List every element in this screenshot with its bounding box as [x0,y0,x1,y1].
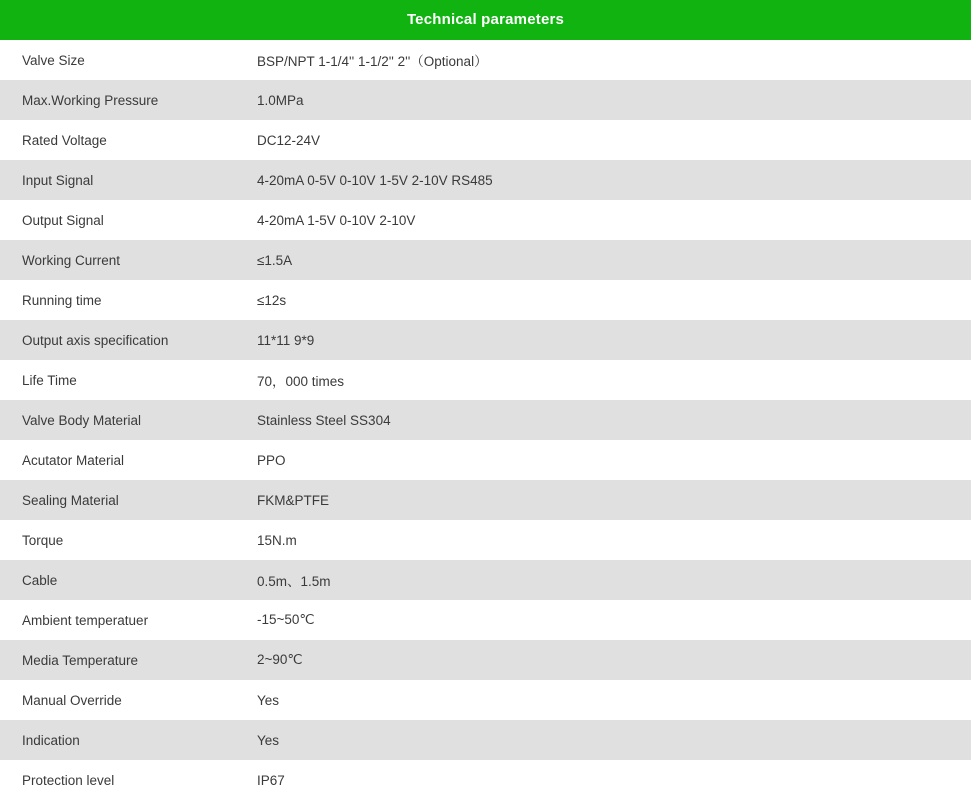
table-title: Technical parameters [0,0,971,40]
parameter-value-text: 15N.m [257,532,297,548]
parameter-label: Indication [0,720,243,760]
parameter-label: Life Time [0,360,243,400]
parameter-label: Valve Size [0,40,243,80]
table-row [0,480,971,520]
table-header-row [0,0,971,40]
table-row [0,640,971,680]
parameter-value [243,280,971,320]
parameter-label: Output Signal [0,200,243,240]
parameter-value [243,40,971,80]
parameter-value [243,200,971,240]
parameter-value-text: Yes [257,692,280,708]
table-row [0,680,971,720]
parameter-label: Rated Voltage [0,120,243,160]
parameter-value [243,240,971,280]
parameter-label: Input Signal [0,160,243,200]
parameter-value [243,640,971,680]
table-row [0,600,971,640]
parameter-value-text: 4-20mA 1-5V 0-10V 2-10V [257,212,416,228]
parameter-label: Manual Override [0,680,243,720]
parameter-label: Media Temperature [0,640,243,680]
parameter-value [243,320,971,360]
parameter-value-text: -15~50℃ [257,612,315,627]
parameter-label: Torque [0,520,243,560]
parameter-value [243,680,971,720]
table-row [0,560,971,600]
parameter-value [243,400,971,440]
table-row [0,320,971,360]
parameter-value-text: DC12-24V [257,132,321,148]
parameter-value [243,480,971,520]
parameter-value-text: 1.0MPa [257,92,304,108]
table-row [0,160,971,200]
parameter-label: Sealing Material [0,480,243,520]
parameter-value-text: ≤1.5A [257,252,293,268]
table-row [0,360,971,400]
table-row [0,440,971,480]
parameter-value-text: BSP/NPT 1-1/4'' 1-1/2'' 2''（Optional） [257,54,488,69]
parameter-label: Working Current [0,240,243,280]
parameter-value [243,720,971,760]
parameter-label: Protection level [0,760,243,800]
table-row [0,120,971,160]
parameter-value [243,600,971,640]
parameter-label: Valve Body Material [0,400,243,440]
parameter-value [243,120,971,160]
parameter-value-text: 2~90℃ [257,652,303,667]
parameter-value-text: ≤12s [257,292,287,308]
parameter-value-text: FKM&PTFE [257,492,330,508]
table-row [0,720,971,760]
parameter-value [243,80,971,120]
parameter-value-text: 70，000 times [257,374,345,389]
parameter-value [243,160,971,200]
parameter-label: Ambient temperatuer [0,600,243,640]
parameter-value-text: 4-20mA 0-5V 0-10V 1-5V 2-10V RS485 [257,172,493,188]
parameter-value [243,440,971,480]
table-row [0,760,971,800]
parameter-value-text: Stainless Steel SS304 [257,412,391,428]
parameter-value-text: PPO [257,452,286,468]
table-row [0,400,971,440]
table-row [0,520,971,560]
table-row [0,40,971,80]
parameter-value [243,360,971,400]
parameter-value-text: IP67 [257,772,285,788]
parameter-value-text: 0.5m、1.5m [257,574,331,589]
parameter-value [243,760,971,800]
table-row [0,200,971,240]
parameter-label: Cable [0,560,243,600]
parameter-label: Running time [0,280,243,320]
table-row [0,240,971,280]
parameter-value [243,560,971,600]
table-row [0,280,971,320]
table-row [0,80,971,120]
parameter-label: Output axis specification [0,320,243,360]
parameter-value-text: 11*11 9*9 [257,332,315,348]
parameter-value [243,520,971,560]
parameter-label: Max.Working Pressure [0,80,243,120]
parameter-value-text: Yes [257,732,280,748]
parameter-label: Acutator Material [0,440,243,480]
table-body [0,40,971,800]
